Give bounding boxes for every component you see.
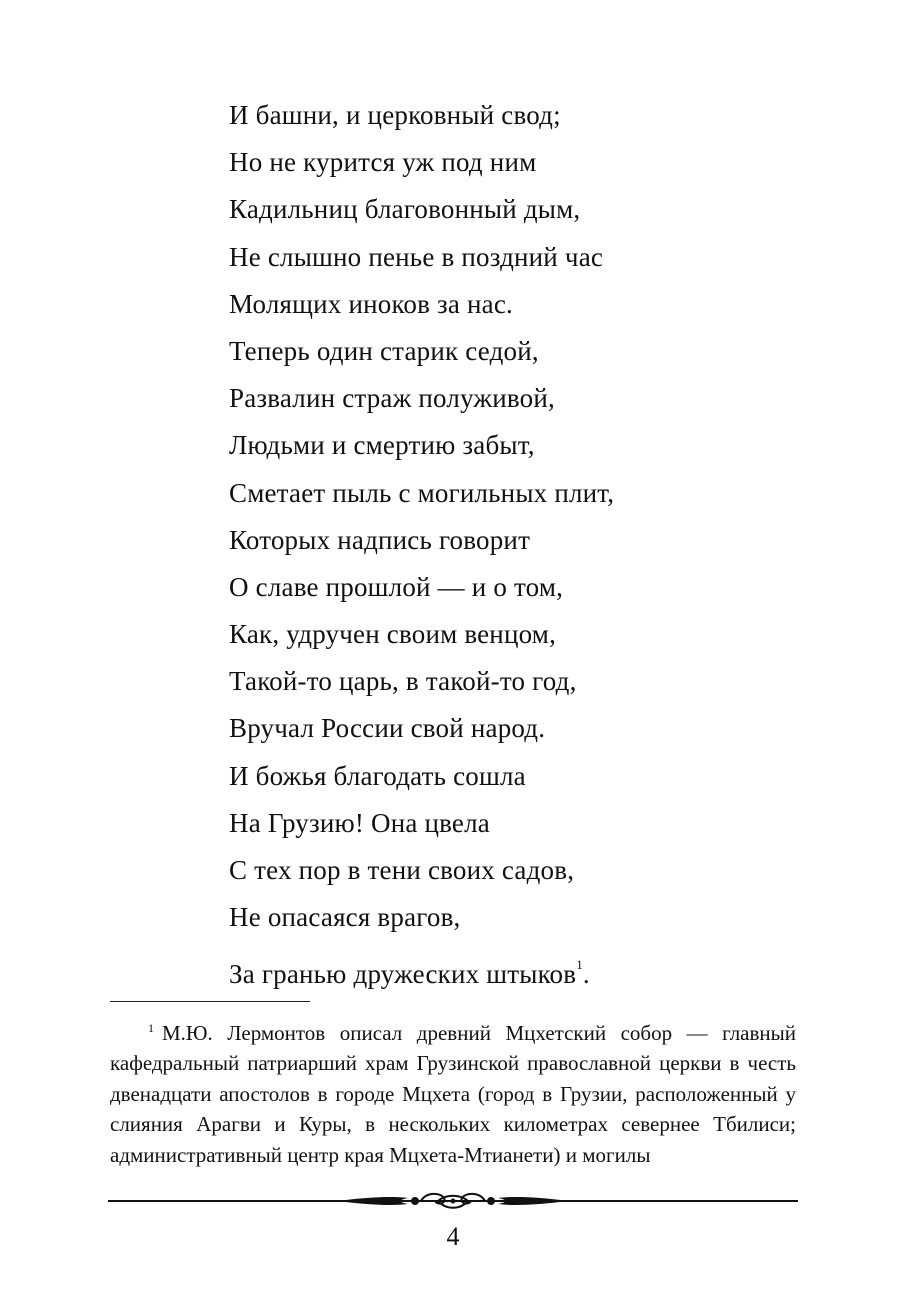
verse-line: Сметает пыль с могильных плит,	[229, 477, 615, 508]
verse-line: Как, удручен своим венцом,	[229, 619, 557, 650]
verse-line: Не опасаяся врагов,	[229, 902, 461, 933]
poem-verse	[229, 92, 829, 989]
verse-line: И божья благодать сошла	[229, 760, 526, 791]
page-number: 4	[446, 1222, 460, 1251]
verse-line: С тех пор в тени своих садов,	[229, 855, 575, 885]
footnote-text: М.Ю. Лермонтов описал древний Мцхетский собор — главный кафедральный патриарший храм Грузинской православной церкви в честь двенадцати апостолов в городе Мцхета (город в Грузии, расположенный у слияния Арагви и Куры, в нескольких километрах севернее Тбилиси; административный центр края Мцхета-Мтианети) и могилы	[110, 1021, 796, 1167]
verse-line: О славе прошлой — и о том,	[229, 571, 564, 602]
footnote-reference[interactable]: 1	[576, 957, 583, 973]
verse-line-end-punctuation: .	[582, 959, 590, 990]
decorative-divider-ornament	[108, 1188, 798, 1214]
verse-line: Такой-то царь, в такой-то год,	[229, 666, 577, 697]
verse-line: Молящих иноков за нас.	[229, 288, 513, 319]
verse-line: Которых надпись говорит	[229, 524, 531, 555]
verse-line: Не слышно пенье в поздний час	[229, 241, 604, 272]
verse-line-last	[229, 941, 829, 988]
verse-line: Людьми и смертию забыт,	[229, 430, 535, 461]
verse-line: На Грузию! Она цвела	[229, 807, 490, 838]
verse-line: Но не курится уж под ним	[229, 147, 537, 178]
footnote	[110, 1013, 796, 1170]
verse-line: Вручал России свой народ.	[229, 713, 546, 744]
footnote-marker: 1	[148, 1021, 154, 1035]
verse-line: Теперь один старик седой,	[229, 335, 539, 366]
verse-line: Кадильниц благовонный дым,	[229, 194, 581, 225]
verse-line-text: За гранью дружеских штыков	[229, 959, 577, 990]
footnote-separator	[110, 1001, 310, 1002]
verse-line: И башни, и церковный свод;	[229, 100, 561, 130]
verse-line: Развалин страж полуживой,	[229, 383, 555, 414]
